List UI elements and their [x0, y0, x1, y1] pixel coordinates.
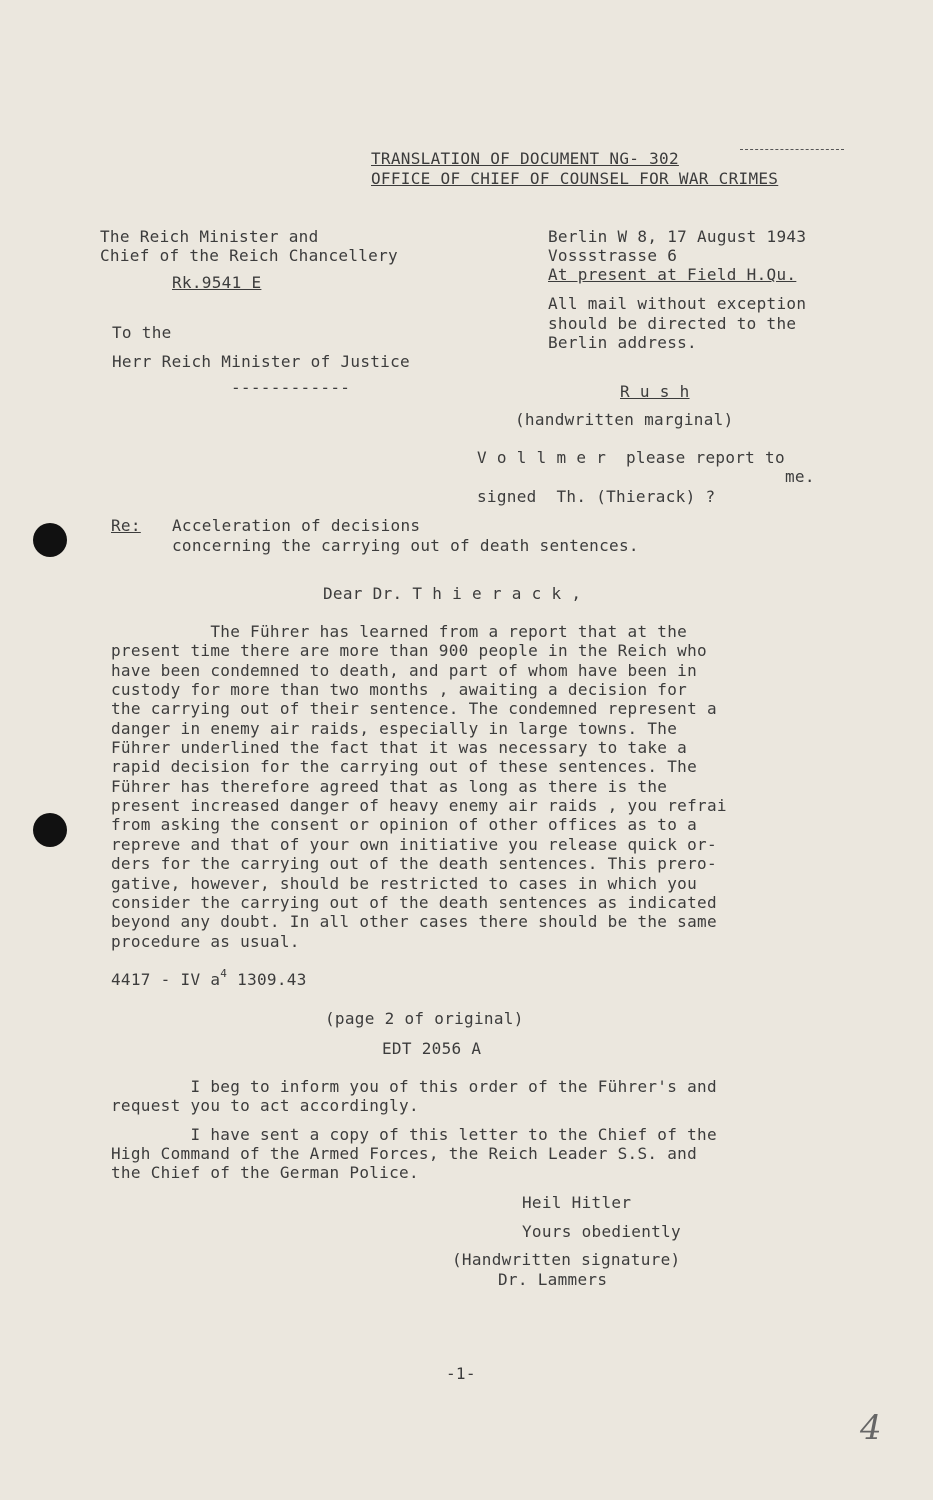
- translation-header-line1: TRANSLATION OF DOCUMENT NG- 302: [371, 149, 679, 168]
- body-line: rapid decision for the carrying out of these sentences. The: [111, 757, 698, 776]
- sender-ref: Rk.9541 E: [172, 273, 262, 292]
- recipient-line1: To the: [112, 323, 172, 342]
- recipient-line2: Herr Reich Minister of Justice: [112, 352, 410, 371]
- subject-label: Re:: [111, 516, 141, 535]
- para3-line: the Chief of the German Police.: [111, 1163, 419, 1182]
- file-ref-suffix: 1309.43: [227, 970, 307, 989]
- body-line: Führer has therefore agreed that as long as there is the: [111, 777, 668, 796]
- salutation: Dear Dr. T h i e r a c k ,: [323, 584, 582, 603]
- punch-hole-bottom: [33, 813, 67, 847]
- place-date-line3: At present at Field H.Qu.: [548, 265, 797, 284]
- file-reference: [111, 967, 307, 990]
- file-ref-sup: 4: [220, 967, 228, 980]
- body-line: custody for more than two months , awaiting a decision for: [111, 680, 688, 699]
- closing-heil: Heil Hitler: [522, 1193, 632, 1212]
- body-line: ders for the carrying out of the death sentences. This prero-: [111, 854, 717, 873]
- sender-line2: Chief of the Reich Chancellery: [100, 246, 398, 265]
- page-note-line2: EDT 2056 A: [382, 1039, 482, 1058]
- body-line: The Führer has learned from a report that at the: [111, 622, 688, 641]
- body-line: from asking the consent or opinion of other offices as to a: [111, 815, 698, 834]
- corner-handwritten-mark: 4: [860, 1408, 882, 1448]
- punch-hole-top: [33, 523, 67, 557]
- para2-line: request you to act accordingly.: [111, 1096, 419, 1115]
- page-note-line1: (page 2 of original): [325, 1009, 524, 1028]
- body-line: procedure as usual.: [111, 932, 300, 951]
- body-line: have been condemned to death, and part of whom have been in: [111, 661, 698, 680]
- body-line: Führer underlined the fact that it was necessary to take a: [111, 738, 688, 757]
- subject-line1: Acceleration of decisions: [172, 516, 421, 535]
- para3-line: I have sent a copy of this letter to the Chief of the: [111, 1125, 717, 1144]
- body-line: gative, however, should be restricted to cases in which you: [111, 874, 698, 893]
- header-rule: [740, 149, 844, 150]
- mail-note-line2: should be directed to the: [548, 314, 797, 333]
- sender-line1: The Reich Minister and: [100, 227, 319, 246]
- body-line: danger in enemy air raids, especially in large towns. The: [111, 719, 678, 738]
- body-line: repreve and that of your own initiative you release quick or-: [111, 835, 717, 854]
- body-line: present time there are more than 900 people in the Reich who: [111, 641, 707, 660]
- vollmer-note: V o l l m e r please report to: [477, 448, 785, 467]
- marginal-label: (handwritten marginal): [515, 410, 734, 429]
- subject-line2: concerning the carrying out of death sentences.: [172, 536, 639, 555]
- closing-name: Dr. Lammers: [498, 1270, 608, 1289]
- translation-header-line2: OFFICE OF CHIEF OF COUNSEL FOR WAR CRIMES: [371, 169, 779, 188]
- recipient-rule: ------------: [231, 378, 351, 397]
- closing-yours: Yours obediently: [522, 1222, 681, 1241]
- place-date-line1: Berlin W 8, 17 August 1943: [548, 227, 807, 246]
- body-line: the carrying out of their sentence. The condemned represent a: [111, 699, 717, 718]
- mail-note-line3: Berlin address.: [548, 333, 697, 352]
- rush-note: R u s h: [620, 382, 690, 401]
- body-line: beyond any doubt. In all other cases there should be the same: [111, 912, 717, 931]
- vollmer-note-2: me.: [785, 467, 815, 486]
- place-date-line2: Vossstrasse 6: [548, 246, 678, 265]
- file-ref-prefix: 4417 - IV a: [111, 970, 221, 989]
- para2-line: I beg to inform you of this order of the Führer's and: [111, 1077, 717, 1096]
- body-line: consider the carrying out of the death sentences as indicated: [111, 893, 717, 912]
- closing-signature-note: (Handwritten signature): [452, 1250, 681, 1269]
- body-line: present increased danger of heavy enemy air raids , you refrai: [111, 796, 727, 815]
- mail-note-line1: All mail without exception: [548, 294, 807, 313]
- para3-line: High Command of the Armed Forces, the Reich Leader S.S. and: [111, 1144, 698, 1163]
- page-number: -1-: [446, 1364, 476, 1383]
- signed-note: signed Th. (Thierack) ?: [477, 487, 716, 506]
